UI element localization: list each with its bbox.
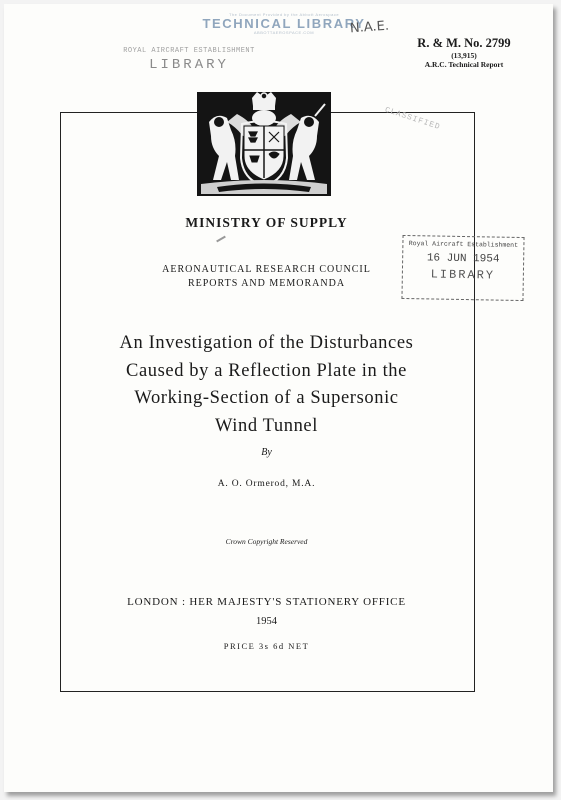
title-line: Wind Tunnel — [214, 415, 318, 436]
received-stamp-date: 16 JUN 1954 — [426, 252, 500, 266]
title-line: Caused by a Reflection Plate in the — [126, 360, 407, 381]
report-sub-number: (13,915) — [451, 51, 477, 60]
report-number: R. & M. No. 2799 — [417, 36, 511, 50]
watermark-url: ABBOTTAEROSPACE.COM — [253, 30, 315, 35]
series-name: REPORTS AND MEMORANDA — [187, 278, 346, 289]
document-page — [4, 4, 553, 792]
library-stamp-label: LIBRARY — [149, 57, 229, 73]
copyright-notice: Crown Copyright Reserved — [225, 537, 308, 546]
library-stamp-org: ROYAL AIRCRAFT ESTABLISHMENT — [123, 47, 255, 55]
received-stamp-org: Royal Aircraft Establishment — [408, 240, 519, 249]
report-series: A.R.C. Technical Report — [424, 60, 504, 69]
publisher-line: LONDON : HER MAJESTY'S STATIONERY OFFICE — [127, 596, 406, 608]
report-title — [74, 330, 459, 440]
top-library-stamp — [84, 47, 294, 73]
handwritten-mark: N.A.E. — [349, 18, 390, 37]
royal-coat-of-arms-icon — [197, 92, 331, 196]
publication-year: 1954 — [256, 616, 277, 627]
by-label: By — [261, 447, 272, 458]
report-identifier — [404, 36, 524, 69]
ministry-heading: MINISTRY OF SUPPLY — [185, 215, 348, 230]
watermark-top-line: The Document Provided by the Abbott Aerospace — [228, 12, 340, 17]
council-name: AERONAUTICAL RESEARCH COUNCIL — [162, 264, 371, 275]
title-line: An Investigation of the Disturbances — [119, 333, 414, 353]
faint-rotated-stamp: CLASSIFIED — [383, 105, 442, 133]
watermark-name: TECHNICAL LIBRARY — [202, 16, 366, 31]
title-line: Working-Section of a Supersonic — [134, 388, 399, 408]
price-line: PRICE 3s 6d NET — [223, 641, 310, 651]
author-name: A. O. Ormerod, M.A. — [217, 479, 316, 489]
received-stamp-label: LIBRARY — [430, 267, 496, 283]
